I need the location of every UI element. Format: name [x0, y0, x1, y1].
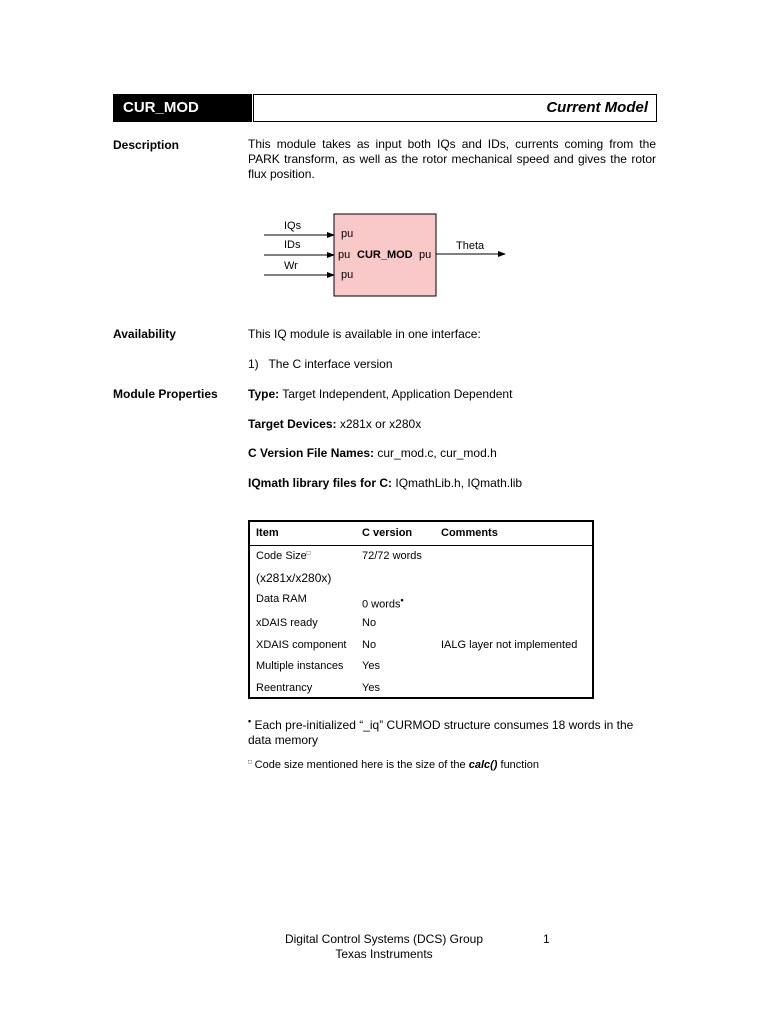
- calc-function-name: calc(): [468, 759, 498, 771]
- footer-group: Digital Control Systems (DCS) Group: [284, 932, 484, 946]
- port-label-out: pu: [419, 249, 432, 261]
- page-title: Current Model: [253, 94, 657, 122]
- table-cell: Multiple instances: [256, 660, 344, 672]
- module-name-badge: CUR_MOD: [113, 94, 252, 122]
- footnote-code-size: □ Code size mentioned here is the size of the calc() function: [248, 759, 540, 771]
- table-cell: No: [362, 617, 377, 629]
- property-iqmath-files: [248, 476, 522, 490]
- table-cell: Reentrancy: [256, 682, 313, 694]
- port-label-in3: pu: [341, 269, 354, 281]
- property-type: [248, 387, 512, 401]
- block-name-label: CUR_MOD: [357, 249, 413, 261]
- table-cell: Data RAM: [256, 593, 307, 605]
- table-header-comments: Comments: [441, 527, 498, 539]
- code-size-mark: □: [306, 550, 311, 557]
- description-label: Description: [113, 138, 180, 152]
- table-cell: (x281x/x280x): [256, 571, 332, 585]
- footnote-data-ram: [248, 714, 656, 748]
- module-properties-label: Module Properties: [113, 387, 218, 401]
- port-label-in1: pu: [341, 228, 354, 240]
- port-label-in2: pu: [338, 249, 351, 261]
- property-files-label: C Version File Names:: [248, 446, 375, 460]
- footnote-mark-square: □: [248, 759, 252, 766]
- block-diagram: [262, 210, 512, 300]
- output-label-theta: Theta: [456, 240, 485, 252]
- table-header-c-version: C version: [362, 527, 413, 539]
- property-target-devices: [248, 417, 421, 431]
- input-label-wr: Wr: [284, 260, 298, 272]
- table-cell: xDAIS ready: [256, 617, 318, 629]
- table-cell: XDAIS component: [256, 639, 347, 651]
- property-iqmath-value: IQmathLib.h, IQmath.lib: [392, 476, 523, 490]
- table-cell: 0 words•: [362, 595, 404, 611]
- table-header-row: [250, 522, 592, 546]
- data-ram-mark: •: [400, 595, 404, 605]
- footnote-data-ram-text: Each pre-initialized “_iq” CURMOD structure consumes 18 words in the data memory: [248, 718, 634, 747]
- footer-company: Texas Instruments: [335, 947, 433, 961]
- description-text: This module takes as input both IQs and IDs, currents coming from the PARK transform, as well as the rotor mechanical speed and gives the rotor flux position.: [248, 137, 656, 181]
- table-cell: 72/72 words: [362, 550, 422, 562]
- table-cell: Yes: [362, 682, 380, 694]
- property-type-value: Target Independent, Application Dependent: [279, 387, 513, 401]
- module-properties-table: [248, 520, 594, 699]
- property-iqmath-label: IQmath library files for C:: [248, 476, 393, 490]
- property-type-label: Type:: [248, 387, 280, 401]
- table-header-item: Item: [256, 527, 279, 539]
- table-cell: No: [362, 639, 377, 651]
- footnote-mark-bullet: •: [248, 716, 252, 726]
- table-cell: Yes: [362, 660, 380, 672]
- page-number: 1: [543, 932, 550, 946]
- availability-label: Availability: [113, 327, 176, 341]
- availability-item: 1) The C interface version: [248, 357, 393, 371]
- property-file-names: [248, 446, 497, 460]
- availability-text: This IQ module is available in one interface:: [248, 327, 481, 341]
- property-files-value: cur_mod.c, cur_mod.h: [374, 446, 497, 460]
- table-cell: Code Size□: [256, 550, 311, 562]
- property-targets-label: Target Devices:: [248, 417, 337, 431]
- input-label-ids: IDs: [284, 239, 301, 251]
- page-footer: [0, 932, 768, 962]
- table-cell: IALG layer not implemented: [441, 639, 578, 651]
- property-targets-value: x281x or x280x: [336, 417, 422, 431]
- input-label-iqs: IQs: [284, 220, 302, 232]
